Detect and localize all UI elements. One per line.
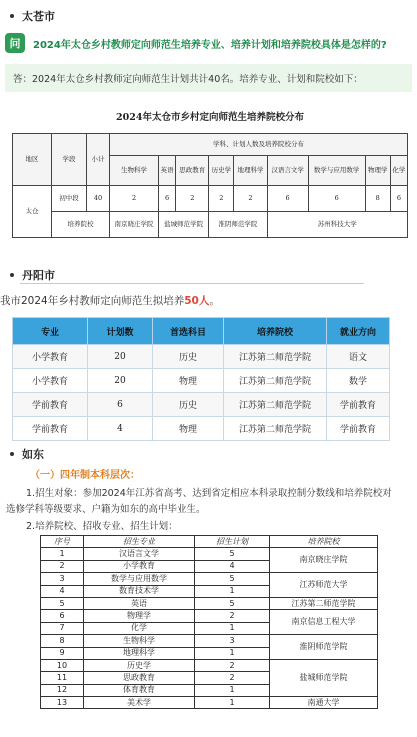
table-row [41, 659, 378, 671]
cell-no: 1 [41, 548, 84, 560]
header-stage: 学段 [52, 134, 87, 186]
cell-major: 小学教育 [84, 560, 195, 572]
college-cell: 苏州科技大学 [267, 212, 407, 238]
cell-college: 南通大学 [270, 697, 378, 709]
table-row [13, 369, 390, 393]
cell: 20 [88, 369, 153, 393]
region-cell: 太仓 [13, 186, 52, 238]
cell-major: 体育教育 [84, 684, 195, 696]
cell-plan: 1 [195, 697, 270, 709]
intro-text: 我市2024年乡村教师定向师范生拟培养 [0, 295, 185, 307]
rudong-plan-table [40, 535, 378, 709]
table-row [41, 548, 378, 560]
cell: 历史 [153, 393, 224, 417]
cell-major: 数育技术学 [84, 585, 195, 597]
question-bar [5, 30, 412, 56]
subject-header: 历史学 [209, 156, 234, 186]
subject-header: 英语 [159, 156, 176, 186]
subject-header: 数学与应用数学 [308, 156, 365, 186]
column-header: 培养院校 [224, 318, 327, 345]
cell-no: 13 [41, 697, 84, 709]
header-region: 地区 [13, 134, 52, 186]
subject-header: 生物科学 [110, 156, 159, 186]
college-cell: 盐城师范学院 [159, 212, 209, 238]
cell-no: 10 [41, 659, 84, 671]
subject-header: 地理科学 [234, 156, 267, 186]
table-row [41, 573, 378, 585]
column-header: 招生计划 [195, 536, 270, 548]
cell-major: 美术学 [84, 697, 195, 709]
cell-college: 盐城师范学院 [270, 659, 378, 696]
danyang-plan-table [12, 317, 390, 441]
cell: 物理 [153, 369, 224, 393]
cell: 20 [88, 345, 153, 369]
section-title: 太苍市 [22, 10, 55, 23]
bullet-dot-icon [10, 452, 14, 456]
cell-plan: 5 [195, 573, 270, 585]
cell: 学前教育 [327, 393, 390, 417]
count-cell: 6 [308, 186, 365, 212]
stage-cell: 初中段 [52, 186, 87, 212]
cell-major: 化学 [84, 622, 195, 634]
section-title: 如东 [22, 448, 44, 461]
section-heading-danyang [6, 267, 55, 283]
cell-plan: 2 [195, 672, 270, 684]
cell: 语文 [327, 345, 390, 369]
cell-major: 物理学 [84, 610, 195, 622]
cell-major: 英语 [84, 597, 195, 609]
cell-college: 淮阴师范学院 [270, 635, 378, 660]
cell: 学前教育 [13, 393, 88, 417]
total-cell: 40 [87, 186, 110, 212]
cell-plan: 1 [195, 622, 270, 634]
column-header: 招生专业 [84, 536, 195, 548]
cell-major: 汉语言文学 [84, 548, 195, 560]
cell: 历史 [153, 345, 224, 369]
danyang-intro [0, 293, 220, 308]
cell-college: 江苏第二师范学院 [270, 597, 378, 609]
cell-plan: 4 [195, 560, 270, 572]
count-cell: 6 [390, 186, 407, 212]
cell-no: 3 [41, 573, 84, 585]
section-heading-rudong [6, 446, 44, 462]
answer-bar [5, 64, 412, 92]
cell: 4 [88, 417, 153, 441]
college-label: 培养院校 [52, 212, 110, 238]
cell-no: 9 [41, 647, 84, 659]
cell-no: 7 [41, 622, 84, 634]
cell-college: 南京晓庄学院 [270, 548, 378, 573]
subject-header: 化学 [390, 156, 407, 186]
cell-college: 江苏师范大学 [270, 573, 378, 598]
count-cell: 2 [176, 186, 209, 212]
cell-plan: 1 [195, 647, 270, 659]
section-title: 丹阳市 [22, 269, 55, 282]
intro-highlight: 50人 [184, 295, 210, 307]
cell: 江苏第二师范学院 [224, 369, 327, 393]
bullet-dot-icon [10, 273, 14, 277]
count-cell: 2 [234, 186, 267, 212]
question-badge-icon: 问 [5, 33, 25, 53]
cell: 江苏第二师范学院 [224, 393, 327, 417]
table-row [13, 393, 390, 417]
cell: 小学教育 [13, 369, 88, 393]
subject-header: 物理学 [365, 156, 390, 186]
cell-no: 2 [41, 560, 84, 572]
taicang-table-image [8, 103, 412, 253]
college-cell: 南京晓庄学院 [110, 212, 159, 238]
cell-no: 8 [41, 635, 84, 647]
count-cell: 6 [159, 186, 176, 212]
cell: 数学 [327, 369, 390, 393]
column-header: 首选科目 [153, 318, 224, 345]
sub-heading: （一）四年制本科层次： [30, 470, 140, 481]
count-cell: 6 [267, 186, 308, 212]
cell-no: 4 [41, 585, 84, 597]
column-header: 培养院校 [270, 536, 378, 548]
cell-plan: 5 [195, 548, 270, 560]
answer-text: 答：2024年太仓乡村教师定向师范生计划共计40名。培养专业、计划和院校如下： [13, 74, 363, 85]
intro-suffix: 。 [209, 295, 220, 307]
table-row [13, 417, 390, 441]
cell: 物理 [153, 417, 224, 441]
cell: 小学教育 [13, 345, 88, 369]
cell-no: 12 [41, 684, 84, 696]
cell-major: 历史学 [84, 659, 195, 671]
header-total: 小计 [87, 134, 110, 186]
cell-no: 11 [41, 672, 84, 684]
header-top: 学科、计划人数及培养院校分布 [110, 134, 408, 156]
table-title: 2024年太仓市乡村定向师范生培养院校分布 [116, 112, 304, 123]
cell-plan: 3 [195, 635, 270, 647]
paragraph-line: 2.培养院校、招收专业、招生计划： [26, 521, 178, 532]
subject-header: 思政教育 [176, 156, 209, 186]
cell-plan: 5 [195, 597, 270, 609]
count-cell: 8 [365, 186, 390, 212]
table-row [41, 610, 378, 622]
column-header: 计划数 [88, 318, 153, 345]
count-cell: 2 [110, 186, 159, 212]
cell-plan: 2 [195, 659, 270, 671]
cell: 学前教育 [327, 417, 390, 441]
cell: 6 [88, 393, 153, 417]
bullet-dot-icon [10, 14, 14, 18]
cell-major: 数学与应用数学 [84, 573, 195, 585]
column-header: 就业方向 [327, 318, 390, 345]
table-row [13, 345, 390, 369]
cell-major: 地理科学 [84, 647, 195, 659]
column-header: 专业 [13, 318, 88, 345]
cell: 江苏第二师范学院 [224, 417, 327, 441]
table-row [41, 597, 378, 609]
column-header: 序号 [41, 536, 84, 548]
subject-header: 汉语言文学 [267, 156, 308, 186]
cell: 江苏第二师范学院 [224, 345, 327, 369]
cell-plan: 1 [195, 585, 270, 597]
cell-no: 6 [41, 610, 84, 622]
cell-college: 南京信息工程大学 [270, 610, 378, 635]
cell-plan: 1 [195, 684, 270, 696]
question-text: 2024年太仓乡村教师定向师范生培养专业、培养计划和培养院校具体是怎样的? [33, 39, 387, 51]
cell-plan: 2 [195, 610, 270, 622]
cell-major: 思政教育 [84, 672, 195, 684]
paragraph-line: 选修学科等级要求、户籍为如东的高中毕业生。 [6, 504, 206, 515]
count-cell: 2 [209, 186, 234, 212]
cell: 学前教育 [13, 417, 88, 441]
divider [20, 283, 364, 284]
table-row [41, 635, 378, 647]
table-row [41, 697, 378, 709]
cell-major: 生物科学 [84, 635, 195, 647]
college-cell: 淮阴师范学院 [209, 212, 267, 238]
cell-no: 5 [41, 597, 84, 609]
paragraph-line: 1.招生对象：参加2024年江苏省高考、达到省定相应本科录取控制分数线和培养院校对 [26, 488, 392, 499]
section-heading-taicang [6, 8, 55, 24]
taicang-distribution-table [12, 133, 408, 238]
